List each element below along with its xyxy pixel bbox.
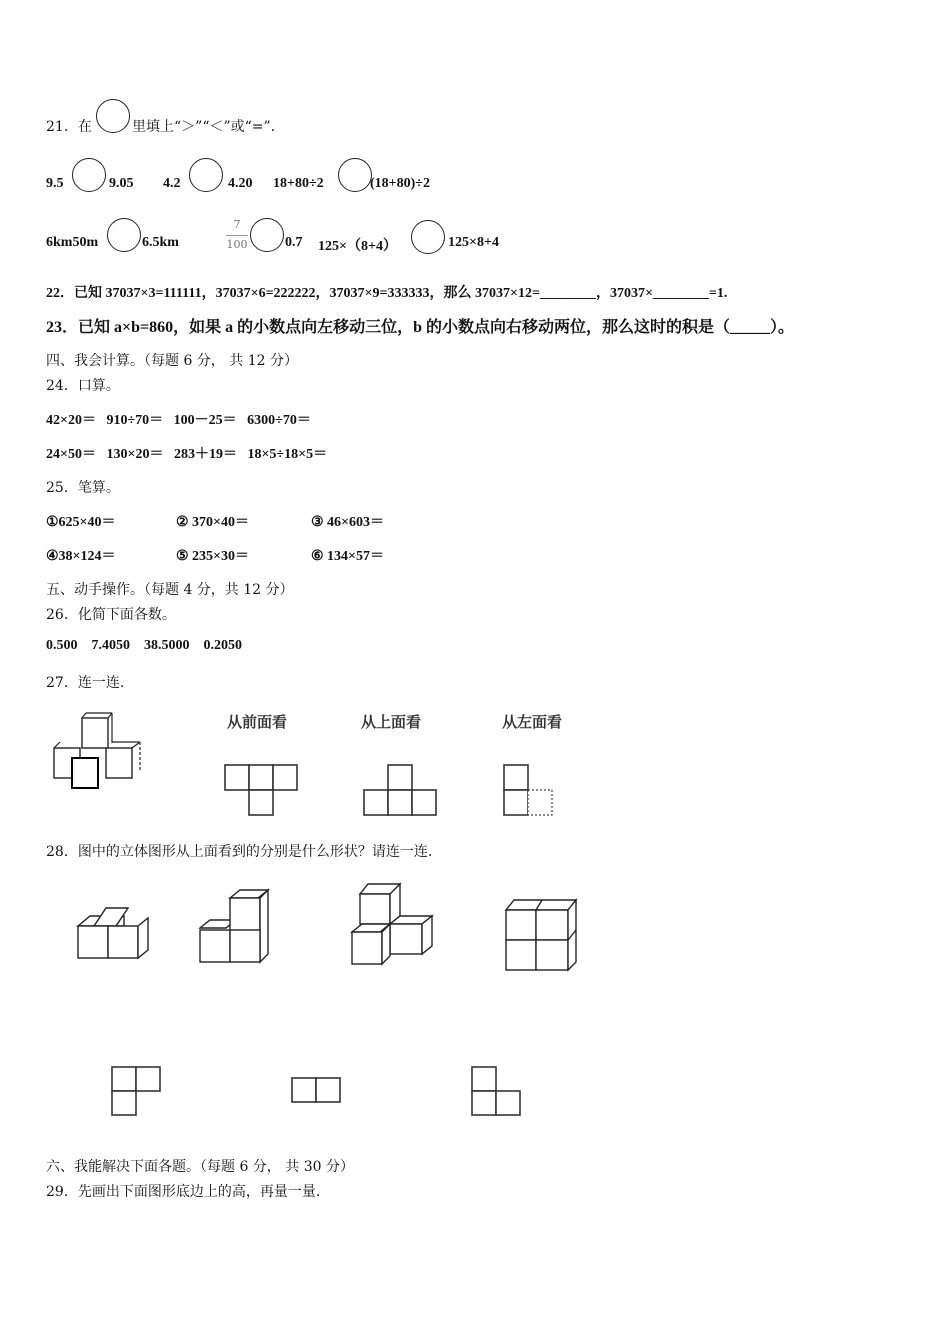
- q23-text: 23．已知 a×b=860，如果 a 的小数点向左移动三位，b 的小数点向右移动两位，那么这时的积是（_____）。: [46, 319, 795, 336]
- q25-item: ② 370×40＝: [176, 515, 250, 530]
- q21-prompt-start: 21．在: [46, 119, 92, 135]
- q28-solid-b: [196, 888, 272, 964]
- q21-expr: 4.2: [163, 176, 181, 191]
- q24-row: 42×20＝ 910÷70＝ 100－25＝ 6300÷70＝: [46, 413, 311, 428]
- q21-expr: (18+80)÷2: [370, 176, 430, 191]
- answer-circle[interactable]: [338, 158, 372, 192]
- q28-title: 28．图中的立体图形从上面看到的分别是什么形状？请连一连.: [46, 844, 433, 860]
- q25-item: ⑥ 134×57＝: [311, 549, 385, 564]
- q28-top-view-b: [291, 1077, 343, 1105]
- q25-item: ①625×40＝: [46, 515, 116, 530]
- q21-expr: 4.20: [228, 176, 253, 191]
- q21-expr: 125×（8+4）: [318, 239, 397, 254]
- q21-expr: 9.5: [46, 176, 64, 191]
- q27-view-top: [363, 764, 439, 816]
- q21-expr: 6.5km: [142, 235, 179, 250]
- q22-text: 22．已知 37037×3=111111，37037×6=222222，37037×9=333333，那么 37037×12=________，37037×________=1.: [46, 286, 728, 301]
- q21-expr: 9.05: [109, 176, 134, 191]
- answer-circle[interactable]: [411, 220, 445, 254]
- q27-view-front: [224, 764, 300, 816]
- q28-solid-d: [502, 898, 582, 974]
- view-label-front: 从前面看: [227, 713, 288, 731]
- answer-circle[interactable]: [250, 218, 284, 252]
- q21-expr: 0.7: [285, 235, 303, 250]
- q21-prompt-end: 里填上“＞”“＜”或“=”.: [132, 119, 276, 135]
- q28-top-view-a: [111, 1066, 163, 1118]
- q27-title: 27．连一连.: [46, 675, 125, 691]
- answer-circle[interactable]: [189, 158, 223, 192]
- fraction-bar: [226, 235, 248, 236]
- view-label-left: 从左面看: [502, 713, 563, 731]
- q25-item: ⑤ 235×30＝: [176, 549, 250, 564]
- answer-circle[interactable]: [107, 218, 141, 252]
- q29-title: 29．先画出下面图形底边上的高，再量一量.: [46, 1184, 321, 1200]
- q24-title: 24．口算。: [46, 378, 120, 394]
- answer-circle[interactable]: [96, 99, 130, 133]
- q25-item: ③ 46×603＝: [311, 515, 385, 530]
- q26-numbers: 0.500 7.4050 38.5000 0.2050: [46, 638, 242, 653]
- q21-expr: 6km50m: [46, 235, 99, 250]
- section-five-heading: 五、动手操作。（每题 4 分，共 12 分）: [46, 582, 294, 598]
- q28-solid-a: [76, 906, 152, 962]
- section-six-heading: 六、我能解决下面各题。（每题 6 分， 共 30 分）: [46, 1159, 354, 1175]
- fraction-denominator: 100: [226, 238, 248, 251]
- q28-solid-c: [348, 882, 436, 968]
- q25-title: 25．笔算。: [46, 480, 120, 496]
- q21-expr: 125×8+4: [448, 235, 499, 250]
- q24-row: 24×50＝ 130×20＝ 283＋19＝ 18×5÷18×5＝: [46, 447, 328, 462]
- view-label-top: 从上面看: [361, 713, 422, 731]
- q26-title: 26．化简下面各数。: [46, 607, 176, 623]
- q21-expr: 18+80÷2: [273, 176, 324, 191]
- section-four-heading: 四、我会计算。（每题 6 分， 共 12 分）: [46, 353, 298, 369]
- q25-item: ④38×124＝: [46, 549, 116, 564]
- q28-top-view-c: [471, 1066, 523, 1118]
- q27-solid-figure: [50, 712, 150, 792]
- answer-circle[interactable]: [72, 158, 106, 192]
- fraction-numerator: 7: [233, 218, 241, 231]
- q27-view-left: [503, 764, 555, 816]
